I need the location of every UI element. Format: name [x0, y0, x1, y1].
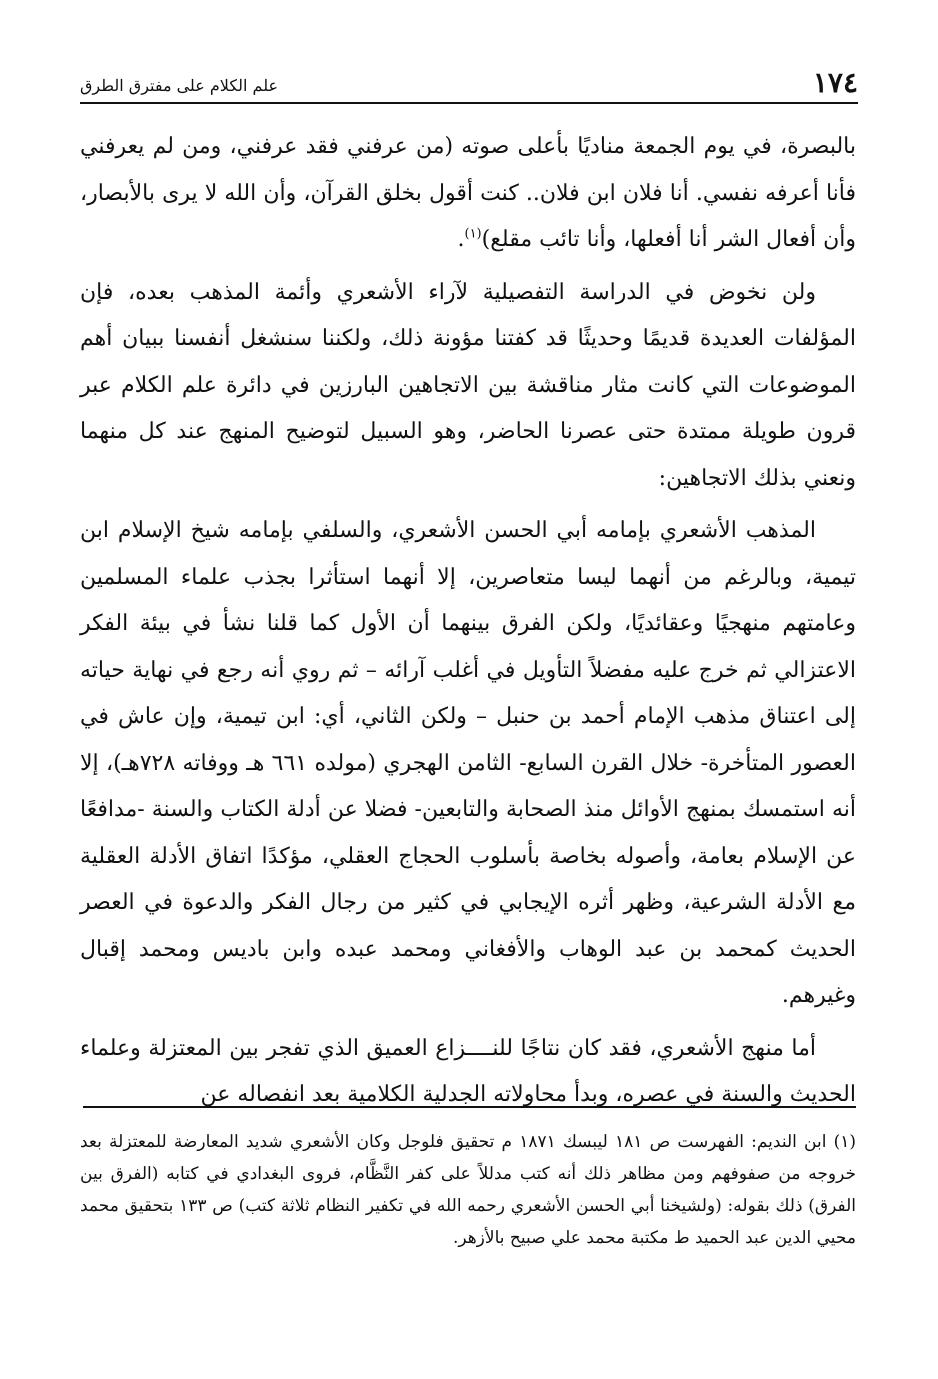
paragraph: ولن نخوض في الدراسة التفصيلية لآراء الأشعري وأئمة المذهب بعده، فإن المؤلفات العديدة قديمًا وحديثًا قد كفتنا مؤونة ذلك، ولكننا سنشغل أنفسنا ببيان أهم الموضوعات التي كانت مثار مناقشة بين الاتجاهين البارزين في دائرة علم الكلام عبر قرون طويلة ممتدة حتى عصرنا الحاضر، وهو السبيل لتوضيح المنهج عند كل منهما ونعني بذلك الاتجاهين: [80, 279, 856, 491]
footnotes [80, 1126, 856, 1254]
paragraph [80, 124, 856, 264]
footnote-reference: (١) [464, 226, 482, 242]
main-text [80, 124, 856, 1125]
page-header [80, 62, 858, 104]
paragraph-end: . [457, 227, 465, 252]
footnote-separator [83, 1106, 856, 1108]
paragraph: أما منهج الأشعري، فقد كان نتاجًا للنــــزاع العميق الذي تفجر بين المعتزلة وعلماء الحديث والسنة في عصره، وبدأ محاولاته الجدلية الكلامية بعد انفصاله عن [80, 1035, 856, 1107]
paragraph-text: بالبصرة، في يوم الجمعة مناديًا بأعلى صوته (من عرفني فقد عرفني، ومن لم يعرفني فأنا أعرفه نفسي. أنا فلان ابن فلان.. كنت أقول بخلق القرآن، وأن الله لا يرى بالأبصار، وأن أفعال الشر أنا أفعلها، وأنا تائب مقلع) [80, 134, 856, 252]
paragraph: المذهب الأشعري بإمامه أبي الحسن الأشعري، والسلفي بإمامه شيخ الإسلام ابن تيمية، وبالرغم من أنهما ليسا متعاصرين، إلا أنهما استأثرا بجذب علماء المسلمين وعامتهم منهجيًا وعقائديًا، ولكن الفرق بينهما أن الأول كما قلنا نشأ في بيئة الفكر الاعتزالي ثم خرج عليه مفضلاً التأويل في أغلب آرائه – ثم روي أنه رجع في نهاية حياته إلى اعتناق مذهب الإمام أحمد بن حنبل – ولكن الثاني، أي: ابن تيمية، وإن عاش في العصور المتأخرة- خلال القرن السابع- الثامن الهجري (مولده ٦٦١ هـ ووفاته ٧٢٨هـ)، إلا أنه استمسك بمنهج الأوائل منذ الصحابة والتابعين- فضلا عن أدلة الكتاب والسنة -مدافعًا عن الإسلام بعامة، وأصوله بخاصة بأسلوب الحجاج العقلي، مؤكدًا اتفاق الأدلة العقلية مع الأدلة الشرعية، وظهر أثره الإيجابي في كثير من رجال الفكر والدعوة في العصر الحديث كمحمد بن عبد الوهاب والأفغاني ومحمد عبده وابن باديس ومحمد إقبال وغيرهم. [80, 518, 856, 1008]
page-number: ١٧٤ [812, 66, 858, 99]
footnote: (١) ابن النديم: الفهرست ص ١٨١ ليبسك ١٨٧١ م تحقيق فلوجل وكان الأشعري شديد المعارضة للمعتزلة بعد خروجه من صفوفهم ومن مظاهر ذلك أنه كتب مدللاً على كفر النَّظَّام، فروى البغدادي في كتابه (الفرق بين الفرق) ذلك بقوله: (ولشيخنا أبي الحسن الأشعري رحمه الله في تكفير النظام ثلاثة كتب) ص ١٣٣ بتحقيق محمد محيي الدين عبد الحميد ط مكتبة محمد علي صبيح بالأزهر. [80, 1132, 856, 1248]
running-title: علم الكلام على مفترق الطرق [80, 76, 279, 95]
